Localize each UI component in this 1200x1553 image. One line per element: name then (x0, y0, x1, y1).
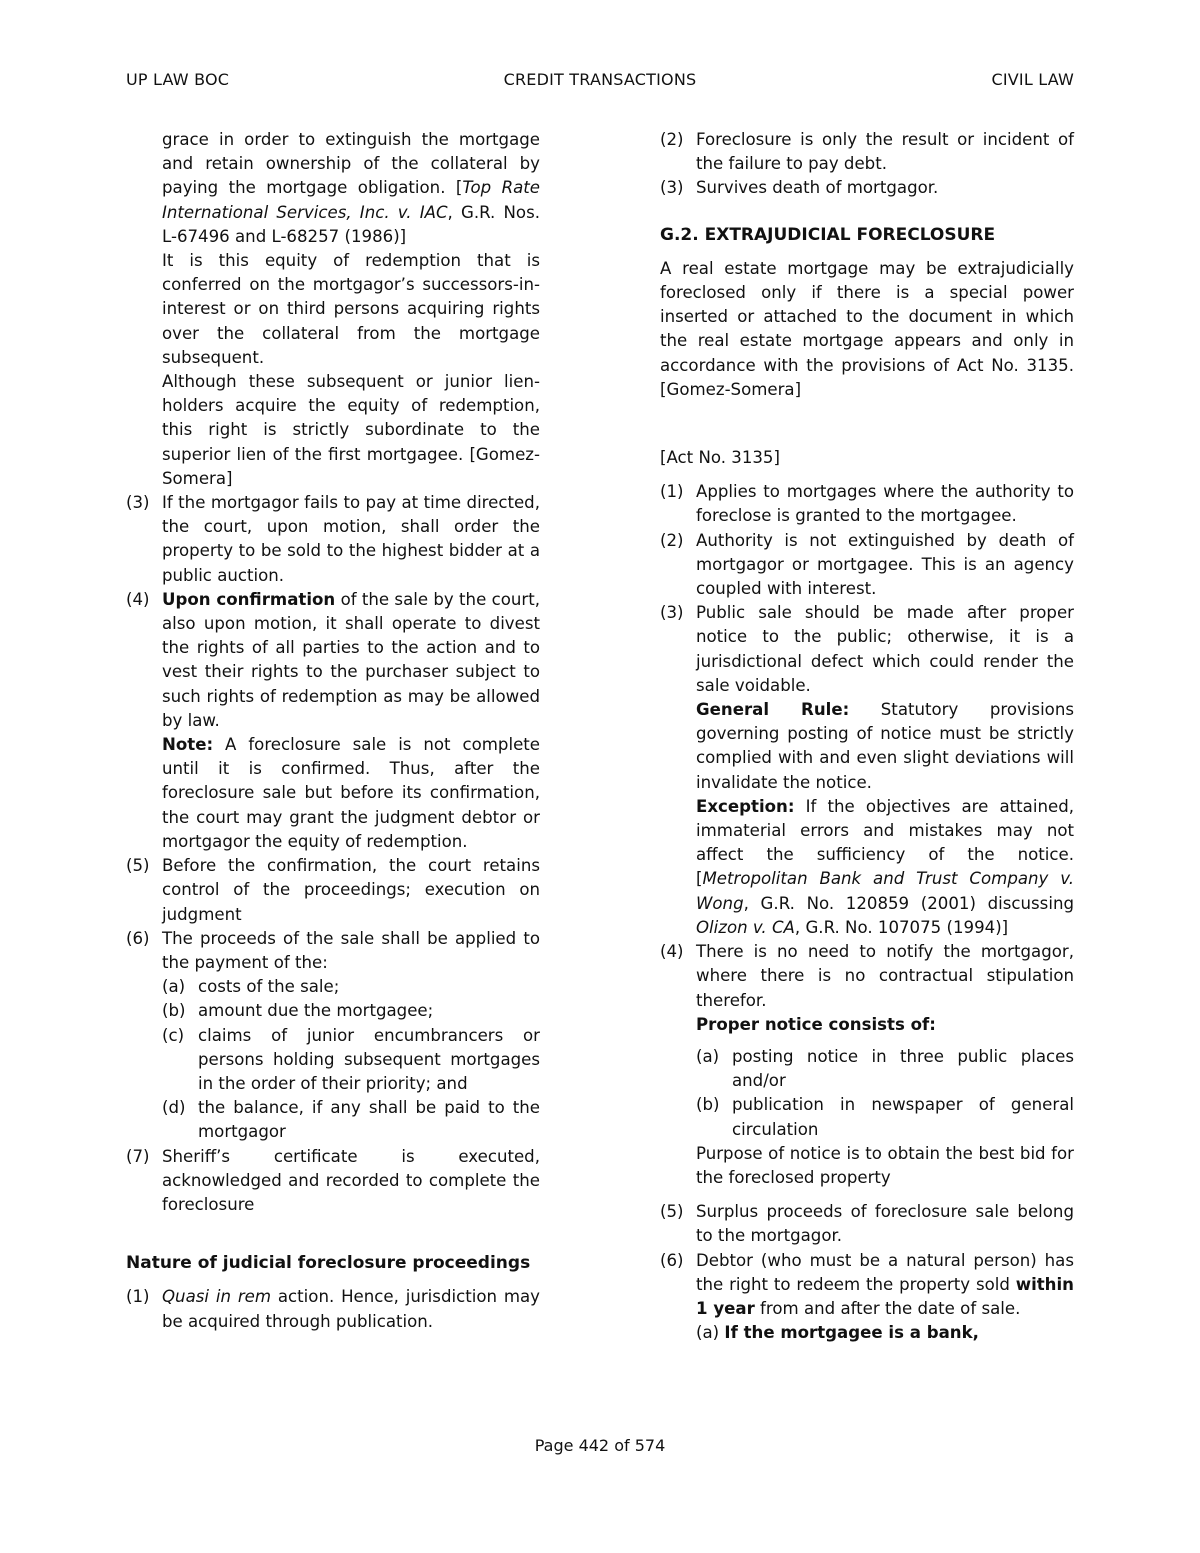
list-item: (2) Foreclosure is only the result or incident of the failure to pay debt. (660, 130, 1074, 174)
section-heading: G.2. EXTRAJUDICIAL FORECLOSURE (660, 224, 996, 245)
list-item: (5) Surplus proceeds of foreclosure sale belong to the mortgagor. (660, 1202, 1074, 1246)
list-item: (4) Upon confirmation of the sale by the court, also upon motion, it shall operate to divest the rights of all parties to the action and to vest their rights to the purchaser subject to such rights of redemption as may be allowed by law. (126, 589, 540, 730)
right-column (660, 128, 1074, 1345)
general-rule: General Rule: Statutory provisions governing posting of notice must be strictly complied with and even slight deviations will invalidate the notice. (696, 700, 1074, 792)
list-item: (1) Applies to mortgages where the authority to foreclose is granted to the mortgagee. (660, 482, 1074, 526)
list-item: (4) There is no need to notify the mortgagor, where there is no contractual stipulation therefor. (660, 942, 1074, 1010)
list-item: (7) Sheriff’s certificate is executed, acknowledged and recorded to complete the foreclosure (126, 1146, 540, 1214)
header-center: CREDIT TRANSACTIONS (503, 70, 697, 89)
sub-item: (d) the balance, if any shall be paid to the mortgagor (162, 1098, 540, 1142)
list-item: (3) If the mortgagor fails to pay at time directed, the court, upon motion, shall order the property to be sold to the highest bidder at a public auction. (126, 493, 540, 585)
proper-notice-label: Proper notice consists of: (696, 1014, 936, 1034)
sub-item: (b) publication in newspaper of general circulation (696, 1095, 1074, 1139)
sub-item: (a) If the mortgagee is a bank, (696, 1323, 979, 1343)
sub-item: (b) amount due the mortgagee; (162, 1001, 434, 1021)
section-heading: Nature of judicial foreclosure proceedings (126, 1253, 531, 1274)
header-left: UP LAW BOC (126, 70, 230, 89)
list-item: (6) Debtor (who must be a natural person) has the right to redeem the property sold within 1 year from and after the date of sale. (660, 1250, 1074, 1318)
left-column (126, 128, 540, 1334)
list-item: (1) Quasi in rem action. Hence, jurisdiction may be acquired through publication. (126, 1287, 540, 1331)
page-number: Page 442 of 574 (534, 1436, 666, 1455)
exception: Exception: If the objectives are attained, immaterial errors and mistakes may not affect the sufficiency of the notice. [Metropolitan Bank and Trust Company v. Wong, G.R. No. 120859 (2001) discussing Olizon v. CA, G.R. No. 107075 (1994)] (696, 796, 1074, 937)
act-reference: [Act No. 3135] (660, 448, 780, 468)
purpose-note: Purpose of notice is to obtain the best bid for the foreclosed property (696, 1143, 1074, 1187)
list-item: (2) Authority is not extinguished by death of mortgagor or mortgagee. This is an agency coupled with interest. (660, 530, 1074, 599)
header-right: CIVIL LAW (991, 70, 1074, 89)
paragraph-grace: grace in order to extinguish the mortgage and retain ownership of the collateral by paying the mortgage obligation. [Top Rate International Services, Inc. v. IAC, G.R. Nos. L-67496 and L-68257 (1986)] (162, 130, 540, 246)
list-item: (5) Before the confirmation, the court retains control of the proceedings; execution on judgment (126, 856, 540, 924)
note: Note: A foreclosure sale is not complete until it is confirmed. Thus, after the foreclosure sale but before its confirmation, the court may grant the judgment debtor or mortgagor the equity of redemption. (162, 735, 540, 851)
sub-item: (a) posting notice in three public places and/or (696, 1046, 1074, 1091)
paragraph-junior: Although these subsequent or junior lien-holders acquire the equity of redemption, this right is strictly subordinate to the superior lien of the first mortgagee. [Gomez-Somera] (162, 372, 540, 488)
list-item: (6) The proceeds of the sale shall be applied to the payment of the: (126, 928, 540, 972)
paragraph-equity: It is this equity of redemption that is conferred on the mortgagor’s successors-in-interest or on third persons acquiring rights over the collateral from the mortgage subsequent. (162, 251, 540, 367)
sub-item: (c) claims of junior encumbrancers or persons holding subsequent mortgages in the order of their priority; and (162, 1025, 540, 1093)
list-item: (3) Survives death of mortgagor. (660, 178, 939, 198)
list-item: (3) Public sale should be made after proper notice to the public; otherwise, it is a jurisdictional defect which could render the sale voidable. (660, 603, 1074, 695)
sub-item: (a) costs of the sale; (162, 977, 340, 997)
paragraph-intro: A real estate mortgage may be extrajudicially foreclosed only if there is a special power inserted or attached to the document in which the real estate mortgage appears and only in accordance with the provisions of Act No. 3135. [Gomez-Somera] (660, 258, 1074, 399)
